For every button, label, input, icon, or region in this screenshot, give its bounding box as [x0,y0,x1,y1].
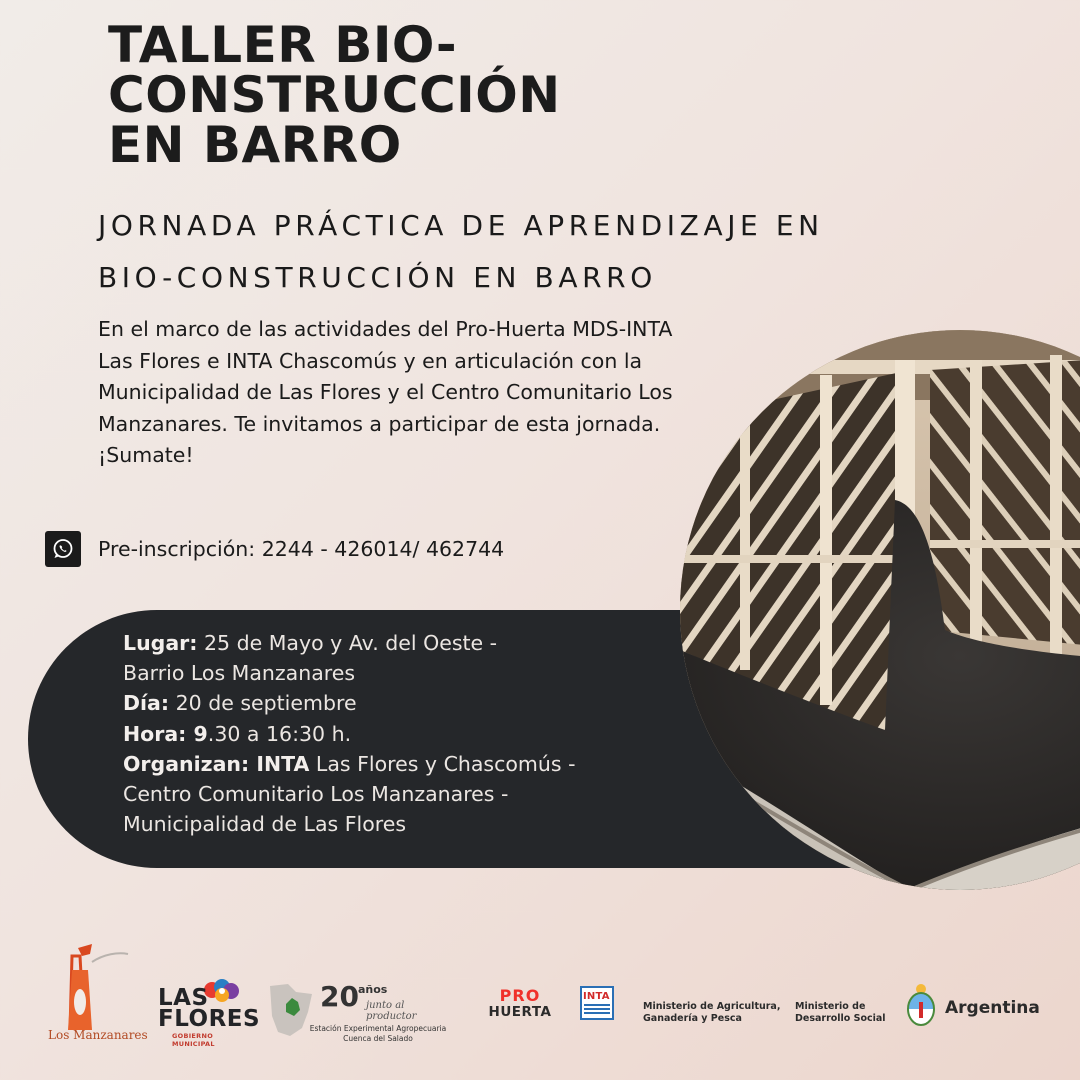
inta-anos-label: años [358,983,388,996]
inta-station-name [308,1024,448,1044]
argentina-coat-of-arms-icon [905,982,937,1028]
event-title [108,16,561,174]
las-flores-word-1: LAS [158,985,209,1011]
prohuerta-huerta: HUERTA [488,1004,552,1020]
inta-text: INTA [583,991,610,1002]
los-manzanares-logo [0,940,148,1045]
whatsapp-icon[interactable] [45,531,81,567]
detail-organizan [123,749,723,779]
preinscription-phone: Pre-inscripción: 2244 - 426014/ 462744 [98,537,505,561]
ministerio-agricultura-logo [643,1001,783,1025]
inta-slogan: junto al productor [366,1000,417,1022]
contact-row [45,531,504,567]
event-details [123,628,723,839]
event-subtitle [98,200,824,304]
argentina-logo [905,982,1045,1030]
lugar-label: Lugar: [123,631,198,655]
sponsor-logos [0,940,1080,1050]
inta-station-line-1: Estación Experimental Agropecuaria [309,1024,447,1033]
detail-lugar [123,628,723,658]
prohuerta-logo [480,988,560,1020]
ministerio-desarrollo-social-logo [795,1001,895,1025]
ministerio-social-line-1: Ministerio de [795,1001,866,1012]
inta-logo [580,986,616,1022]
inta-20-number: 20 [320,980,359,1013]
ministerio-agricultura-line-1: Ministerio de Agricultura, [643,1001,781,1012]
intro-paragraph: En el marco de las actividades del Pro-Huerta MDS-INTA Las Flores e INTA Chascomús y en articulación con la Municipalidad de Las Flores y el Centro Comunitario Los Manzanares. Te invitamos a participar de esta jornada. ¡Sumate! [98,317,673,467]
lugar-value-2: Barrio Los Manzanares [123,661,356,686]
las-flores-word-2: FLORES [158,1006,261,1032]
las-flores-subtitle: GOBIERNO MUNICIPAL [172,1032,215,1048]
los-manzanares-emblem-icon [0,940,140,1030]
dia-value: 20 de septiembre [169,691,357,716]
las-flores-logo [158,980,261,1048]
lugar-value: 25 de Mayo y Av. del Oeste - [197,631,498,655]
detail-hora [123,719,723,749]
hora-value: .30 a 16:30 h. [207,721,352,746]
organizan-label: Organizan: INTA [123,751,310,776]
detail-dia [123,688,723,718]
title-line-1: TALLER BIO- [108,16,458,74]
organizan-value-3: Municipalidad de Las Flores [123,812,407,837]
organizan-value-2: Centro Comunitario Los Manzanares - [123,782,509,807]
subtitle-line-2: BIO-CONSTRUCCIÓN EN BARRO [98,261,657,294]
inta-20-anos-logo [268,980,448,1050]
ministerio-social-line-2: Desarrollo Social [795,1013,886,1024]
title-line-3: EN BARRO [108,116,402,174]
dia-label: Día: [123,691,170,716]
prohuerta-pro: PRO [499,986,541,1005]
inta-station-line-2: Cuenca del Salado [343,1034,413,1043]
organizan-value: Las Flores y Chascomús - [309,751,576,776]
title-line-2: CONSTRUCCIÓN [108,66,561,124]
argentina-text: Argentina [945,998,1040,1018]
los-manzanares-text: Los Manzanares [48,1028,148,1042]
hora-label: Hora: 9 [123,721,208,746]
ministerio-agricultura-line-2: Ganadería y Pesca [643,1013,742,1024]
subtitle-line-1: JORNADA PRÁCTICA DE APRENDIZAJE EN [98,209,824,242]
